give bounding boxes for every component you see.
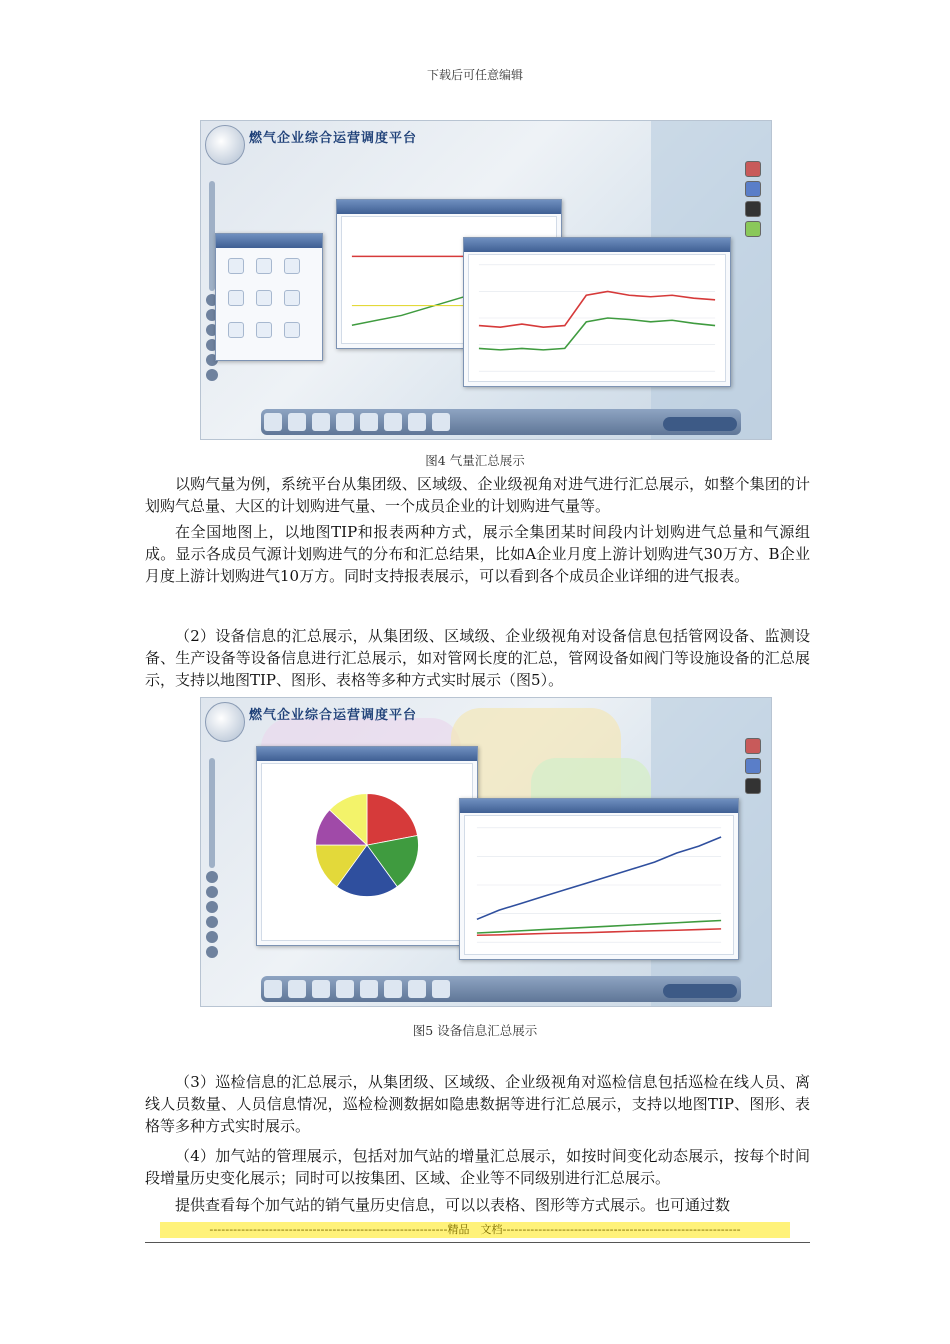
- footer-band: ------------------------------------------------------------精品 文档------------------------------------------------------------: [160, 1222, 790, 1238]
- right-tool-column: [745, 738, 763, 798]
- task-icon[interactable]: [312, 413, 330, 431]
- task-icon[interactable]: [264, 413, 282, 431]
- paragraph-3: （2）设备信息的汇总展示，从集团级、区域级、企业级视角对设备信息包括管网设备、监测设备、生产设备等设备信息进行汇总展示，如对管网长度的汇总，管网设备如阀门等设施设备的汇总展示，支持以地图TIP、图形、表格等多种方式实时展示（图5）。: [145, 627, 810, 689]
- paragraph-4: （3）巡检信息的汇总展示，从集团级、区域级、企业级视角对巡检信息包括巡检在线人员、离线人员数量、人员信息情况，巡检检测数据如隐患数据等进行汇总展示，支持以地图TIP、图形、表格等多种方式实时展示。: [145, 1073, 810, 1135]
- figure-equipment-summary: [200, 697, 772, 1007]
- series-line-2: [477, 929, 721, 935]
- growth-line-chart: [465, 816, 733, 954]
- app-icon[interactable]: [228, 258, 244, 274]
- growth-history-panel: [459, 798, 739, 960]
- panel-chart-area: [261, 763, 473, 941]
- app-icon[interactable]: [284, 258, 300, 274]
- figure-gas-volume-summary: [200, 120, 772, 440]
- task-icon[interactable]: [408, 413, 426, 431]
- task-icon[interactable]: [336, 413, 354, 431]
- figure2-caption: 图5 设备信息汇总展示: [412, 1023, 538, 1038]
- layer-icon[interactable]: [745, 738, 761, 754]
- task-icon[interactable]: [384, 980, 402, 998]
- platform-title: 燃气企业综合运营调度平台: [249, 708, 418, 723]
- tool-icon[interactable]: [206, 916, 218, 928]
- paragraph-1: 以购气量为例，系统平台从集团级、区域级、企业级视角对进气进行汇总展示，如整个集团的计划购气总量、大区的计划购进气量、一个成员企业的计划购进气量等。: [145, 475, 810, 515]
- tool-icon[interactable]: [206, 946, 218, 958]
- task-icon[interactable]: [432, 980, 450, 998]
- status-pill[interactable]: [663, 984, 737, 998]
- tool-icon[interactable]: [206, 369, 218, 381]
- task-icon[interactable]: [264, 980, 282, 998]
- app-icon[interactable]: [284, 290, 300, 306]
- equipment-pie-chart: [262, 764, 472, 940]
- realtime-monitor-panel: [215, 233, 323, 361]
- panel-chart-area: [468, 254, 726, 382]
- layer-icon[interactable]: [745, 161, 761, 177]
- layer-icon[interactable]: [745, 758, 761, 774]
- task-icon[interactable]: [288, 980, 306, 998]
- panel-titlebar[interactable]: [460, 799, 738, 813]
- platform-title: 燃气企业综合运营调度平台: [249, 131, 418, 146]
- figure1-caption: 图4 气量汇总展示: [425, 453, 525, 468]
- layer-icon[interactable]: [745, 778, 761, 794]
- task-icon[interactable]: [360, 980, 378, 998]
- app-icon[interactable]: [228, 322, 244, 338]
- app-icon[interactable]: [256, 290, 272, 306]
- tool-icon[interactable]: [206, 931, 218, 943]
- panel-titlebar[interactable]: [464, 238, 730, 252]
- task-icon[interactable]: [288, 413, 306, 431]
- panel-titlebar[interactable]: [216, 234, 322, 248]
- tool-icon[interactable]: [206, 901, 218, 913]
- paragraph-5: （4）加气站的管理展示，包括对加气站的增量汇总展示，如按时间变化动态展示，按每个时间段增量历史变化展示；同时可以按集团、区域、企业等不同级别进行汇总展示。: [145, 1147, 810, 1187]
- layer-icon[interactable]: [745, 221, 761, 237]
- panel-titlebar[interactable]: [337, 200, 561, 214]
- monitor-icon-grid: [222, 252, 316, 348]
- series-line-1: [479, 318, 715, 350]
- task-icon[interactable]: [408, 980, 426, 998]
- right-tool-column: [745, 161, 763, 241]
- paragraph-6: 提供查看每个加气站的销气量历史信息，可以以表格、图形等方式展示。也可通过数: [175, 1196, 731, 1214]
- tool-icon[interactable]: [206, 871, 218, 883]
- series-line-1: [477, 920, 721, 933]
- panel-titlebar[interactable]: [257, 747, 477, 761]
- navigation-knob-icon[interactable]: [205, 702, 245, 742]
- app-icon[interactable]: [256, 258, 272, 274]
- panel-chart-area: [464, 815, 734, 955]
- app-icon[interactable]: [228, 290, 244, 306]
- task-icon[interactable]: [384, 413, 402, 431]
- layer-icon[interactable]: [745, 201, 761, 217]
- zoom-slider[interactable]: [209, 758, 215, 868]
- status-pill[interactable]: [663, 417, 737, 431]
- instant-gas-curve-panel: [463, 237, 731, 387]
- series-line-0: [477, 837, 721, 919]
- footer-rule: [145, 1242, 810, 1243]
- paragraph-2: 在全国地图上，以地图TIP和报表两种方式，展示全集团某时间段内计划购进气总量和气源组成。显示各成员气源计划购进气的分布和汇总结果，比如A企业月度上游计划购进气30万方、B企业月度上游计划购进气10万方。同时支持报表展示，可以看到各个成员企业详细的进气报表。: [145, 523, 810, 585]
- app-icon[interactable]: [256, 322, 272, 338]
- equipment-composition-panel: [256, 746, 478, 946]
- instant-gas-chart: [469, 255, 725, 381]
- header-note: 下载后可任意编辑: [426, 68, 523, 82]
- task-icon[interactable]: [336, 980, 354, 998]
- navigation-knob-icon[interactable]: [205, 125, 245, 165]
- task-icon[interactable]: [360, 413, 378, 431]
- tool-icon[interactable]: [206, 886, 218, 898]
- layer-icon[interactable]: [745, 181, 761, 197]
- app-icon[interactable]: [284, 322, 300, 338]
- task-icon[interactable]: [432, 413, 450, 431]
- task-icon[interactable]: [312, 980, 330, 998]
- map-tool-column: [204, 868, 220, 961]
